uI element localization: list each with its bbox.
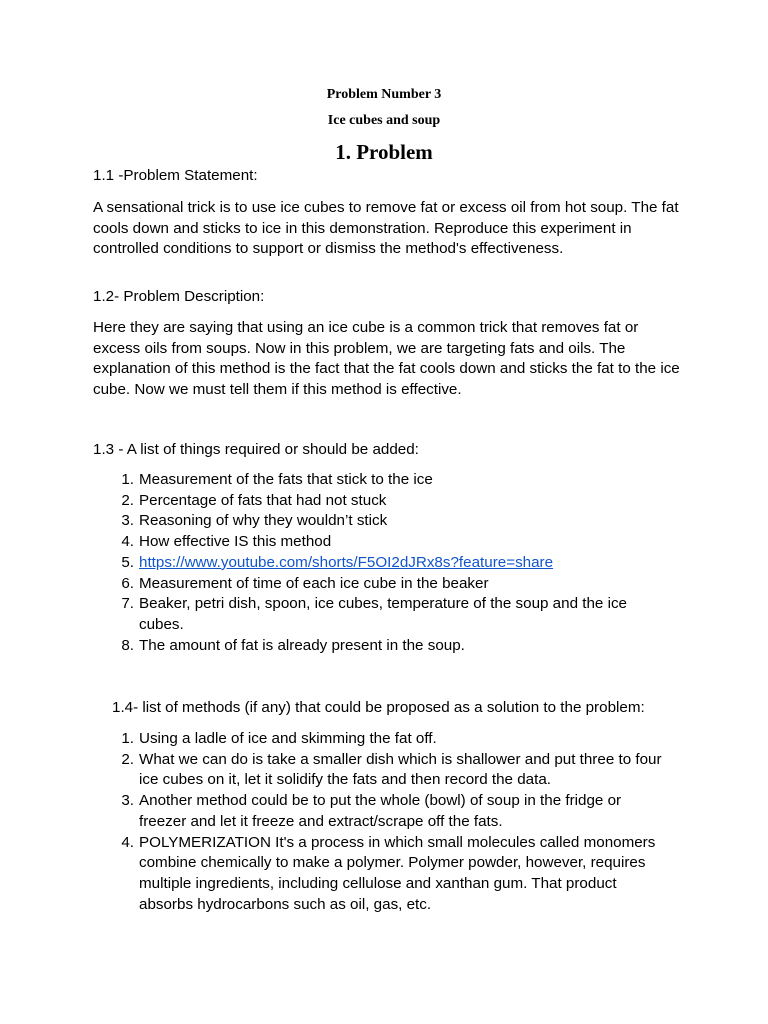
methods-heading: 1.4- list of methods (if any) that could be proposed as a solution to the problem: [112,699,645,716]
section-heading: 1. Problem [335,140,433,164]
list-item-text: The amount of fat is already present in the soup. [139,636,465,654]
list-item-text: What we can do is take a smaller dish which is shallower and put three to four ice cubes on it, let it solidify the fats and then record the data. [139,750,662,789]
list-item-text: Measurement of time of each ice cube in the beaker [139,574,489,592]
list-item-number: 3. [121,792,134,810]
list-item-text: Another method could be to put the whole (bowl) of soup in the fridge or freezer and let it freeze and extract/scrape off the fats. [139,792,622,830]
list-item-number: 2. [121,750,134,768]
list-item-number: 4. [121,833,134,851]
list-item-text: How effective IS this method [139,533,332,551]
list-item [112,470,672,491]
list-item [112,833,672,916]
problem-description-heading: 1.2- Problem Description: [93,288,265,305]
list-item [112,791,672,832]
list-item-text: Percentage of fats that had not stuck [139,491,387,509]
problem-statement-paragraph: A sensational trick is to use ice cubes to remove fat or excess oil from hot soup. The fat cools down and sticks to ice in this demonstration. Reproduce this experiment in controlled conditions to support or dismiss the method's effectiveness. [93,199,679,257]
list-item-number: 2. [121,491,134,509]
list-item-text: Beaker, petri dish, spoon, ice cubes, temperature of the soup and the ice cubes. [139,595,627,633]
problem-statement-heading: 1.1 -Problem Statement: [93,167,258,184]
list-item [112,636,672,657]
list-item [112,594,672,635]
list-item [112,491,672,512]
youtube-link[interactable]: https://www.youtube.com/shorts/F5OI2dJRx8s?feature=share [139,553,554,571]
list-item [112,750,672,791]
list-item-number: 5. [121,553,134,571]
requirements-list [112,470,672,656]
requirements-heading: 1.3 - A list of things required or should be added: [93,441,419,458]
methods-list [112,729,672,915]
list-item [112,532,672,553]
list-item-text: Measurement of the fats that stick to the ice [139,471,433,488]
problem-number-heading: Problem Number 3 [326,87,442,102]
subtitle-heading: Ice cubes and soup [327,113,441,128]
list-item-number: 3. [121,512,134,530]
list-item-text: POLYMERIZATION It's a process in which small molecules called monomers combine chemically to make a polymer. Polymer powder, however, requires multiple ingredients, including cellulose and xanthan gum. That product absorbs hydrocarbons such as oil, gas, etc. [139,833,656,913]
list-item [112,553,672,574]
problem-description-paragraph: Here they are saying that using an ice cube is a common trick that removes fat or excess oils from soups. Now in this problem, we are targeting fats and oils. The explanation of this method is the fact that the fat cools down and sticks the fat to the ice cube. Now we must tell them if this method is effective. [93,319,680,398]
list-item [112,729,672,750]
list-item-number: 7. [121,595,134,613]
list-item-number: 1. [121,471,134,488]
list-item [112,574,672,595]
list-item-number: 8. [121,636,134,654]
list-item-text: Using a ladle of ice and skimming the fat off. [139,730,437,747]
list-item-number: 1. [121,730,134,747]
list-item-text: Reasoning of why they wouldn’t stick [139,512,388,530]
list-item-number: 6. [121,574,134,592]
list-item [112,511,672,532]
list-item-number: 4. [121,533,134,551]
